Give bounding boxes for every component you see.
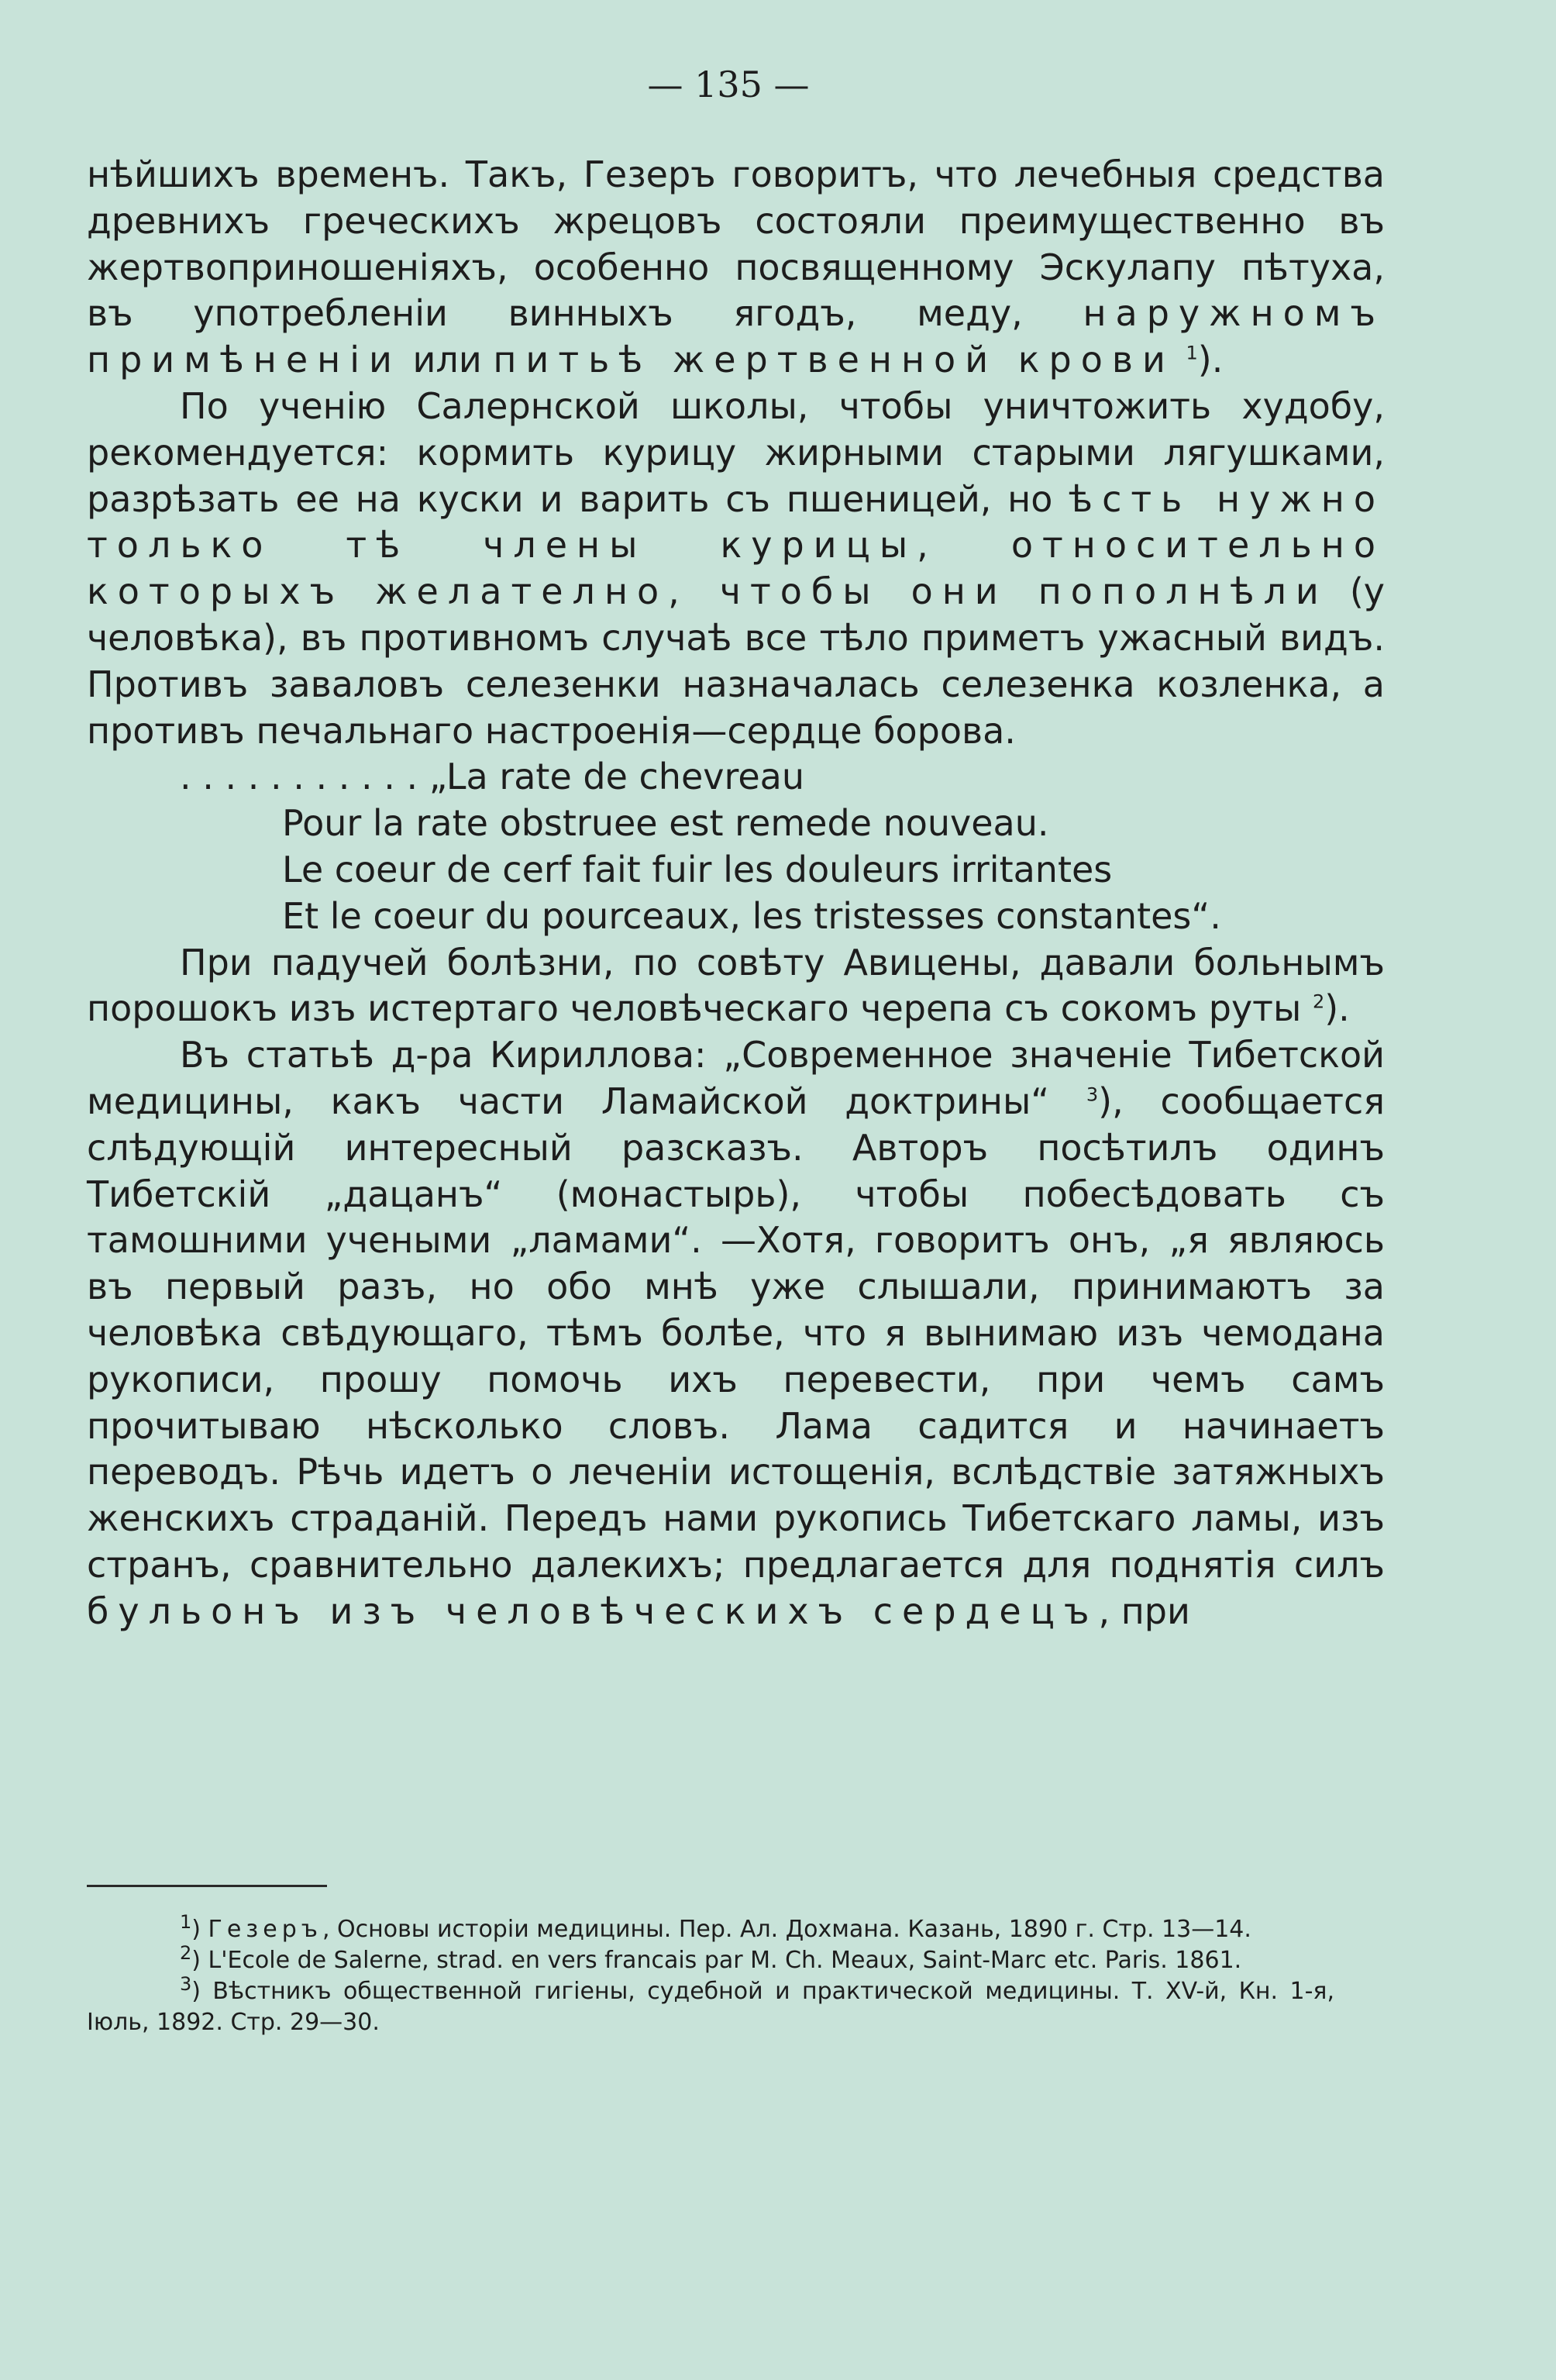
- text-run: ) Вѣстникъ общественной гигіены, судебной и практической медицины. Т. XV-й, Кн. 1-я, Іюль, 1892. Стр. 29—30.: [87, 1978, 1334, 2036]
- footnote: [87, 1942, 1334, 1976]
- verse-line: . . . . . . . . . . . „La rate de chevreau: [180, 756, 805, 798]
- verse-line: Le coeur de cerf fait fuir les douleurs irritantes: [282, 848, 1113, 890]
- text-run: ) L'Ecole de Salerne, strad. en vers francais par M. Ch. Meaux, Saint-Marc etc. Paris. 1861.: [191, 1947, 1242, 1974]
- spaced-emphasis: бульонъ изъ человѣческихъ сердецъ: [87, 1590, 1099, 1632]
- text-run: (у человѣка), въ противномъ случаѣ все тѣло приметъ ужасный видъ. Противъ заваловъ селезенки назначалась селезенка козленка, а противъ печальнаго настроенія—сердце борова.: [87, 570, 1385, 752]
- paragraph: [87, 1032, 1385, 1634]
- footnote: [87, 1911, 1334, 1945]
- spaced-emphasis: ѣсть нужно только тѣ члены курицы, относительно которыхъ желателно, чтобы они пополнѣли: [87, 477, 1385, 613]
- text-run: нѣйшихъ временъ. Такъ, Гезеръ говоритъ, что лечебныя средства древнихъ греческихъ жрецовъ состояли преимущественно въ жертвоприношеніяхъ, особенно посвященному Эскулапу пѣтуха, въ употребленіи винныхъ ягодъ, меду,: [87, 153, 1385, 335]
- paragraph: [87, 384, 1385, 754]
- text-run: , Основы исторіи медицины. Пер. Ал. Дохмана. Казань, 1890 г. Стр. 13—14.: [322, 1916, 1251, 1943]
- text-run: ): [191, 1916, 208, 1943]
- footnote-ref: 3: [180, 1973, 192, 1995]
- footnote-ref: 1: [180, 1911, 192, 1933]
- text-run: Въ статьѣ д-ра Кириллова: „Современное значеніе Тибетской медицины, какъ части Ламайской доктрины“: [87, 1034, 1385, 1122]
- paragraph: [87, 940, 1385, 1033]
- footnote-ref: 2: [180, 1942, 192, 1964]
- french-verse-quote: [87, 754, 1385, 939]
- paragraph: [87, 152, 1385, 384]
- verse-line: Et le coeur du pourceaux, les tristesses constantes“.: [282, 894, 1221, 937]
- footnote-divider: [87, 1885, 327, 1887]
- footnote-ref: 1: [1186, 342, 1198, 364]
- text-run: ), сообщается слѣдующій интересный разсказъ. Авторъ посѣтилъ одинъ Тибетскій „дацанъ“ (монастырь), чтобы побесѣдовать съ тамошними учеными „ламами“. —Хотя, говоритъ онъ, „я являюсь въ первый разъ, но обо мнѣ уже слышали, принимаютъ за человѣка свѣдующаго, тѣмъ болѣе, что я вынимаю изъ чемодана рукописи, прошу помочь ихъ перевести, при чемъ самъ прочитываю нѣсколько словъ. Лама садится и начинаетъ переводъ. Рѣчь идетъ о леченіи истощенія, вслѣдствіе затяжныхъ женскихъ страданій. Передъ нами рукопись Тибетскаго ламы, изъ странъ, сравнительно далекихъ; предлагается для поднятія силъ: [87, 1080, 1386, 1586]
- body-text: [87, 152, 1385, 1635]
- footnote: [87, 1973, 1334, 2038]
- text-run: , при: [1098, 1590, 1190, 1632]
- text-run: ).: [1324, 987, 1350, 1030]
- spaced-emphasis: наружномъ примѣненіи: [87, 292, 1385, 381]
- spaced-emphasis: питьѣ жертвенной крови: [493, 339, 1175, 381]
- spaced-emphasis: Гезеръ: [208, 1916, 322, 1943]
- text-run: или: [401, 339, 494, 381]
- footnotes: [87, 1911, 1334, 2038]
- text-run: По ученію Салернской школы, чтобы уничтожить худобу, рекомендуется: кормить курицу жирными старыми лягушками, разрѣзать ее на куски и варить съ пшеницей, но: [87, 384, 1385, 520]
- text-run: При падучей болѣзни, по совѣту Авицены, давали больнымъ порошокъ изъ истертаго человѣческаго черепа съ сокомъ руты: [87, 941, 1385, 1030]
- text-run: [1175, 339, 1186, 381]
- page-number: — 135 —: [647, 64, 810, 105]
- footnote-ref: 2: [1312, 991, 1325, 1014]
- footnote-ref: 3: [1086, 1083, 1099, 1106]
- text-run: ).: [1197, 339, 1224, 381]
- verse-line: Pour la rate obstruee est remede nouveau.: [282, 802, 1049, 845]
